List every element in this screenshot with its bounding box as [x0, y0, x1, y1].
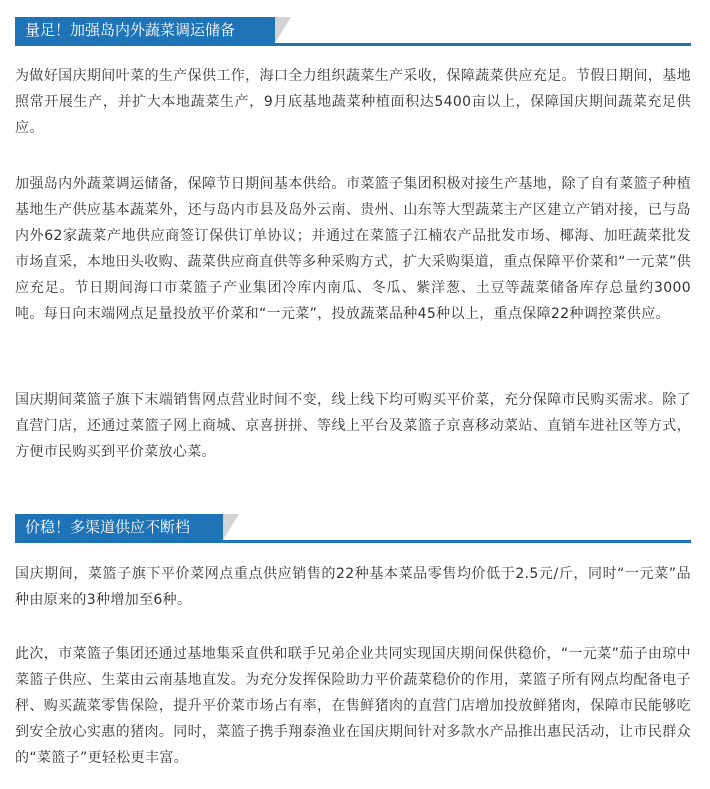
section-title: 量足！加强岛内外蔬菜调运储备: [15, 17, 275, 43]
paragraph: 国庆期间，菜篮子旗下平价菜网点重点供应销售的22种基本菜品零售均价低于2.5元/斤，同时“一元菜”品种由原来的3种增加至6种。: [15, 566, 691, 608]
paragraph: 为做好国庆期间叶菜的生产保供工作，海口全力组织蔬菜生产采收，保障蔬菜供应充足。节假日期间，基地照常开展生产，并扩大本地蔬菜生产，9月底基地蔬菜种植面积达5400亩以上，保障国庆期间蔬菜充足供应。: [15, 68, 691, 136]
header-tab-decoration: [223, 514, 239, 540]
section-title: 价稳！多渠道供应不断档: [15, 514, 223, 540]
section-header-price: [15, 514, 691, 544]
header-tab-decoration: [275, 17, 291, 43]
header-divider: [15, 540, 691, 543]
header-divider: [15, 43, 691, 46]
paragraph: 此次，市菜篮子集团还通过基地集采直供和联手兄弟企业共同实现国庆期间保供稳价，“一元菜”茄子由琼中菜篮子供应、生菜由云南基地直发。为充分发挥保险助力平价蔬菜稳价的作用，菜篮子所有网点均配备电子秤、购买蔬菜零售保险，提升平价菜市场占有率，在售鲜猪肉的直营门店增加投放鲜猪肉，保障市民能够吃到安全放心实惠的猪肉。同时，菜篮子携手翔泰渔业在国庆期间针对多款水产品推出惠民活动，让市民群众的“菜篮子”更轻松更丰富。: [15, 646, 691, 766]
paragraph: 加强岛内外蔬菜调运储备，保障节日期间基本供给。市菜篮子集团积极对接生产基地，除了自有菜篮子种植基地生产供应基本蔬菜外，还与岛内市县及岛外云南、贵州、山东等大型蔬菜主产区建立产销对接，已与岛内外62家蔬菜产地供应商签订保供订单协议；并通过在菜篮子江楠农产品批发市场、椰海、加旺蔬菜批发市场直采，本地田头收购、蔬菜供应商直供等多种采购方式，扩大采购渠道，重点保障平价菜和“一元菜”供应充足。节日期间海口市菜篮子产业集团冷库内南瓜、冬瓜、紫洋葱、土豆等蔬菜储备库存总量约3000吨。每日向末端网点足量投放平价菜和“一元菜”，投放蔬菜品种45种以上，重点保障22种调控菜供应。: [15, 176, 691, 322]
paragraph: 国庆期间菜篮子旗下末端销售网点营业时间不变，线上线下均可购买平价菜，充分保障市民购买需求。除了直营门店，还通过菜篮子网上商城、京喜拼拼、等线上平台及菜篮子京喜移动菜站、直销车进社区等方式，方便市民购买到平价菜放心菜。: [15, 392, 691, 460]
section-header-quantity: [15, 17, 691, 47]
